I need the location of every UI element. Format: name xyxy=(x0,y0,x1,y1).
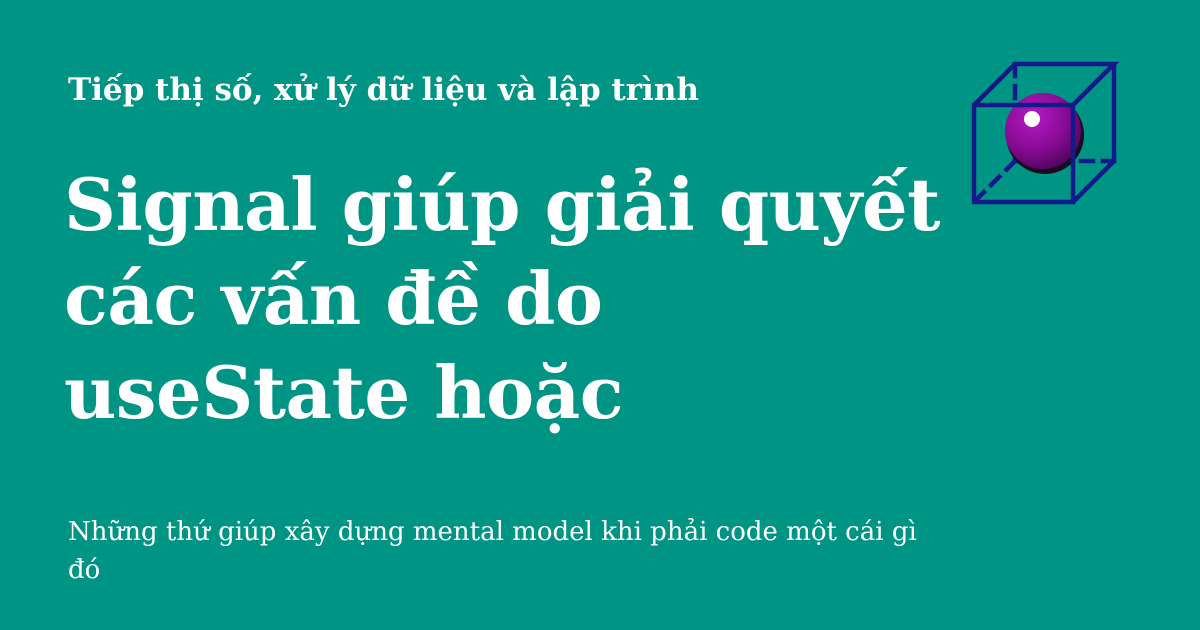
category-label: Tiếp thị số, xử lý dữ liệu và lập trình xyxy=(68,72,699,108)
cube-with-sphere-icon xyxy=(966,56,1122,210)
article-title: Signal giúp giải quyết các vấn đề do useState hoặc xyxy=(64,162,940,435)
article-subtitle: Những thứ giúp xây dựng mental model khi phải code một cái gì đó xyxy=(68,517,917,585)
